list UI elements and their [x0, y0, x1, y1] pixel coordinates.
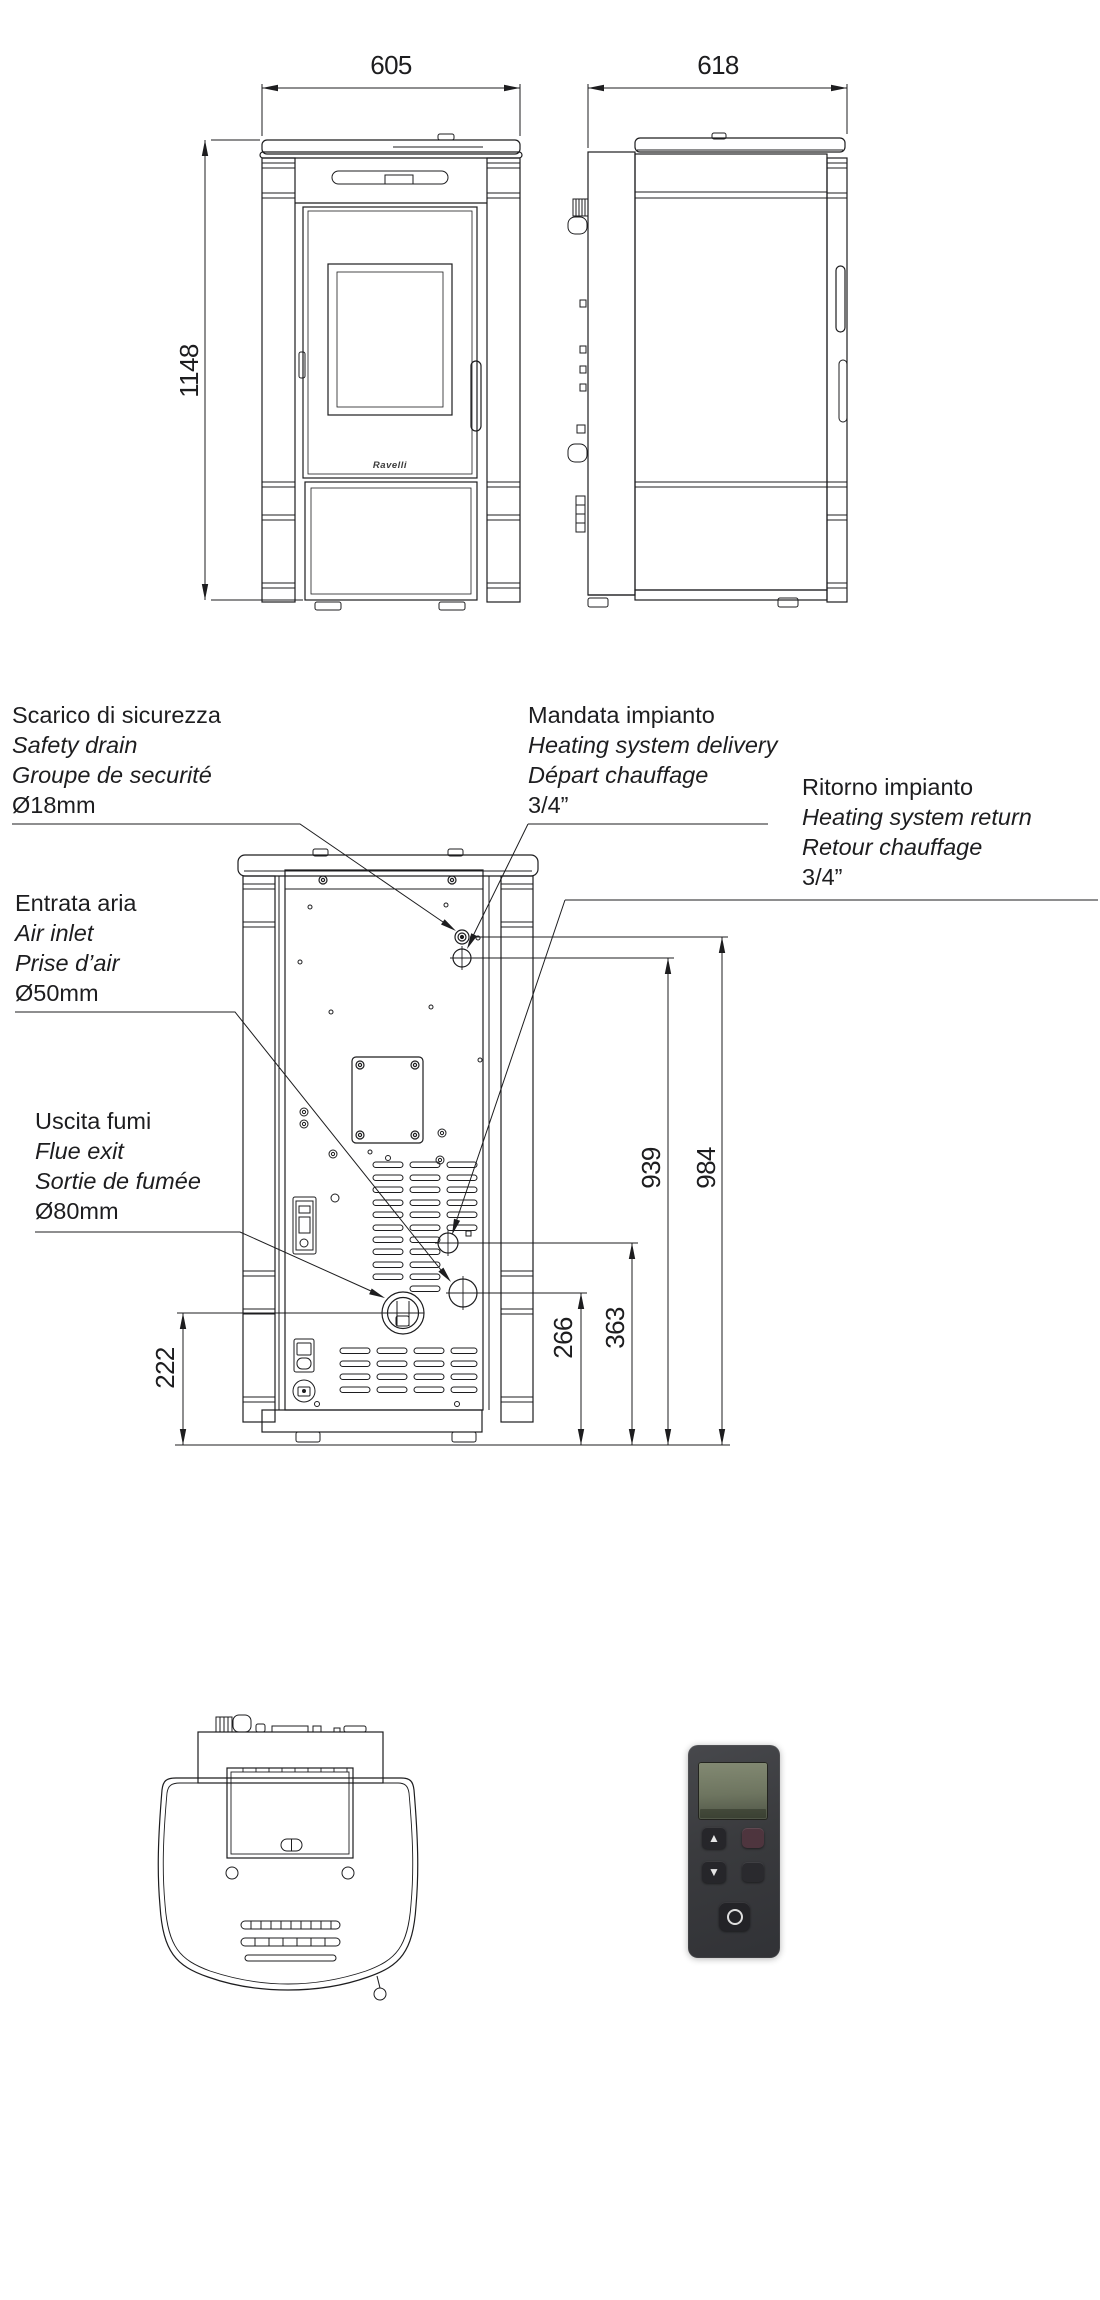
callout-heating-delivery-fr: Départ chauffage [528, 762, 709, 788]
callout-heating-return-it: Ritorno impianto [802, 774, 974, 800]
callout-safety-drain-en: Safety drain [12, 732, 138, 758]
callout-air-inlet-it: Entrata aria [15, 890, 137, 916]
callout-air-inlet-en: Air inlet [15, 920, 94, 946]
dim-side-depth: 618 [697, 50, 739, 80]
dim-front-width: 605 [370, 50, 412, 80]
callout-safety-drain-size: Ø18mm [12, 792, 96, 818]
callout-heating-delivery [528, 700, 777, 820]
dim-height: 1148 [173, 344, 204, 398]
panel-rivets [298, 903, 482, 1407]
delivery-port [450, 946, 474, 970]
safety-drain-port [455, 930, 469, 944]
door-handle [471, 361, 481, 431]
top-view [158, 1715, 417, 2000]
dim-safety-height: 984 [690, 1147, 721, 1189]
rear-strip [198, 1732, 383, 1783]
door-glass [328, 264, 452, 415]
remote-up-button: ▲ [702, 1827, 726, 1849]
callout-flue-exit-en: Flue exit [35, 1138, 124, 1164]
callout-heating-return-en: Heating system return [802, 804, 1032, 830]
callout-heating-delivery-it: Mandata impianto [528, 702, 715, 728]
callout-flue-exit-it: Uscita fumi [35, 1108, 152, 1134]
hopper-lid [227, 1768, 353, 1858]
vent-slots [340, 1162, 477, 1393]
stove-door [303, 207, 477, 478]
rear-channel [588, 152, 635, 595]
callout-heating-return-size: 3/4” [802, 864, 843, 890]
door-handle-side [836, 266, 845, 332]
rear-panel [285, 870, 483, 1410]
dim-flue-height: 222 [149, 1347, 180, 1389]
return-port [435, 1230, 461, 1256]
side-view [568, 133, 847, 607]
callout-safety-drain-it: Scarico di sicurezza [12, 702, 221, 728]
top-fittings [216, 1715, 366, 1732]
pellet-slot [332, 171, 448, 184]
front-view [260, 134, 522, 610]
power-icon [727, 1909, 743, 1925]
air-inlet-port [446, 1276, 480, 1310]
remote-down-button: ▼ [702, 1861, 726, 1883]
handle-pin [374, 1988, 386, 2000]
rear-view [238, 849, 538, 1442]
dim-delivery-height: 939 [635, 1147, 666, 1189]
callout-air-inlet-size: Ø50mm [15, 980, 99, 1006]
remote-screen [698, 1762, 768, 1820]
brand-logo: Ravelli [372, 460, 408, 471]
rear-fittings [568, 199, 588, 532]
remote-function-button-2 [742, 1862, 764, 1882]
power-socket [293, 1380, 315, 1402]
remote-control [688, 1745, 780, 1958]
dim-air-height: 266 [547, 1317, 578, 1359]
power-switch [294, 1339, 314, 1372]
door-hinge [299, 352, 305, 378]
callout-flue-exit [35, 1106, 201, 1226]
callout-flue-exit-size: Ø80mm [35, 1198, 119, 1224]
display-slot [293, 1197, 316, 1254]
callout-heating-return [802, 772, 1032, 892]
dim-return-height: 363 [599, 1307, 630, 1349]
callout-air-inlet-fr: Prise d’air [15, 950, 120, 976]
remote-power-button [719, 1902, 750, 1931]
callout-heating-delivery-size: 3/4” [528, 792, 569, 818]
callout-safety-drain-fr: Groupe de securité [12, 762, 212, 788]
callout-flue-exit-fr: Sortie de fumée [35, 1168, 201, 1194]
callout-air-inlet [15, 888, 136, 1008]
callout-heating-delivery-en: Heating system delivery [528, 732, 778, 758]
top-vents [241, 1921, 340, 1961]
remote-function-button-1 [742, 1828, 764, 1848]
remote-screen-menubar [700, 1809, 766, 1818]
callout-heating-return-fr: Retour chauffage [802, 834, 983, 860]
callout-safety-drain [12, 700, 221, 820]
junction-box [352, 1057, 423, 1143]
